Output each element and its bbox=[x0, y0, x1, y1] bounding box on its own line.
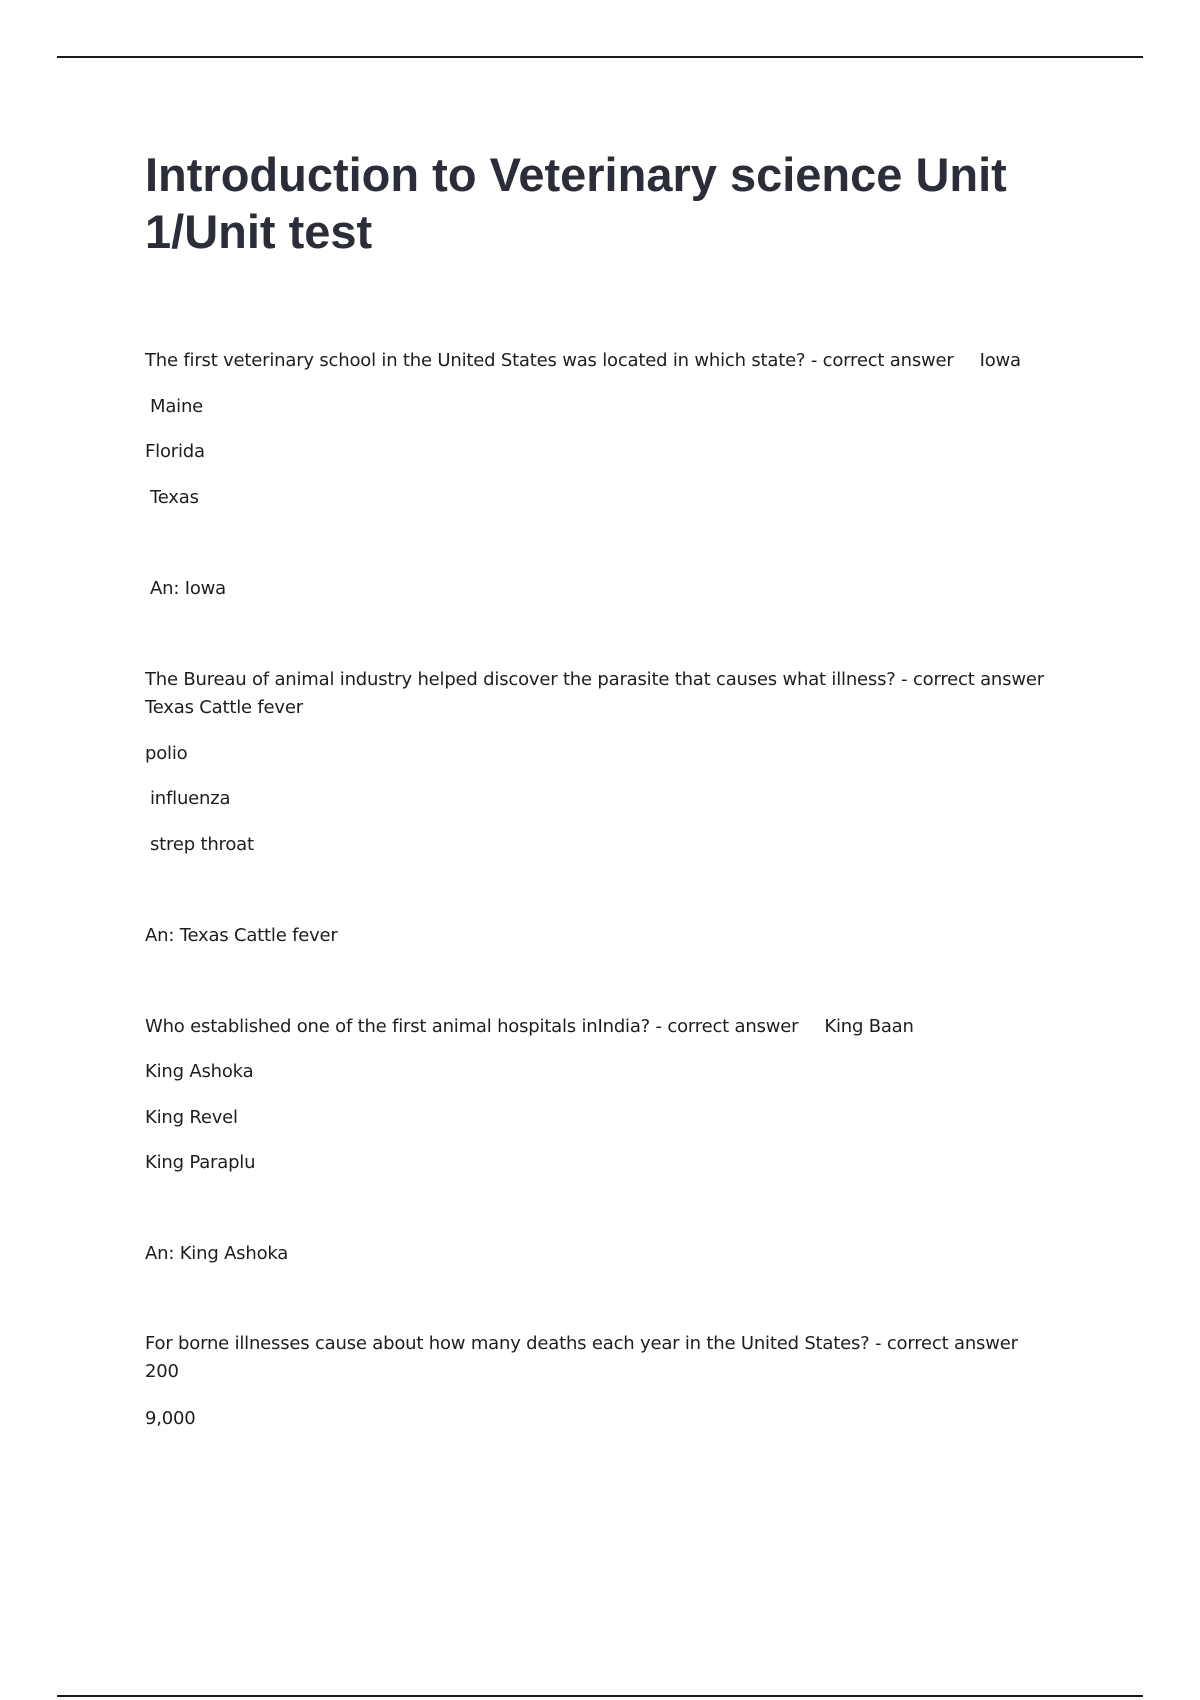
question-1-answer: An: Iowa bbox=[150, 578, 226, 599]
question-3-option-4: King Paraplu bbox=[145, 1152, 256, 1173]
question-3-prompt-line bbox=[145, 1013, 914, 1041]
question-2-first-option: Texas Cattle fever bbox=[145, 697, 303, 718]
question-3-option-2: King Ashoka bbox=[145, 1061, 254, 1082]
question-1-prompt-line bbox=[145, 347, 1021, 375]
question-4-prompt-block bbox=[145, 1330, 1085, 1386]
question-4-prompt: For borne illnesses cause about how many deaths each year in the United States? - correct answer bbox=[145, 1333, 1018, 1354]
question-2-option-2: polio bbox=[145, 743, 188, 764]
question-1-first-option: Iowa bbox=[979, 350, 1021, 371]
question-1-option-3: Florida bbox=[145, 441, 205, 462]
question-3-first-option: King Baan bbox=[824, 1016, 914, 1037]
top-rule bbox=[57, 56, 1143, 58]
question-1-option-4: Texas bbox=[150, 487, 199, 508]
question-2-prompt-block bbox=[145, 666, 1085, 722]
question-4-first-option: 200 bbox=[145, 1361, 179, 1382]
bottom-rule bbox=[57, 1695, 1143, 1697]
question-2-option-4: strep throat bbox=[150, 834, 254, 855]
question-3-option-3: King Revel bbox=[145, 1107, 238, 1128]
question-2-option-3: influenza bbox=[150, 788, 231, 809]
question-3-prompt: Who established one of the first animal hospitals inIndia? - correct answer bbox=[145, 1016, 799, 1037]
page-title: Introduction to Veterinary science Unit 1/Unit test bbox=[145, 148, 1007, 258]
question-2-answer: An: Texas Cattle fever bbox=[145, 925, 338, 946]
question-3-answer: An: King Ashoka bbox=[145, 1243, 289, 1264]
question-2-prompt: The Bureau of animal industry helped discover the parasite that causes what illness? - correct answer bbox=[145, 669, 1044, 690]
question-1-prompt: The first veterinary school in the United States was located in which state? - correct answer bbox=[145, 350, 954, 371]
question-4-option-2: 9,000 bbox=[145, 1408, 196, 1429]
question-1-option-2: Maine bbox=[150, 396, 204, 417]
